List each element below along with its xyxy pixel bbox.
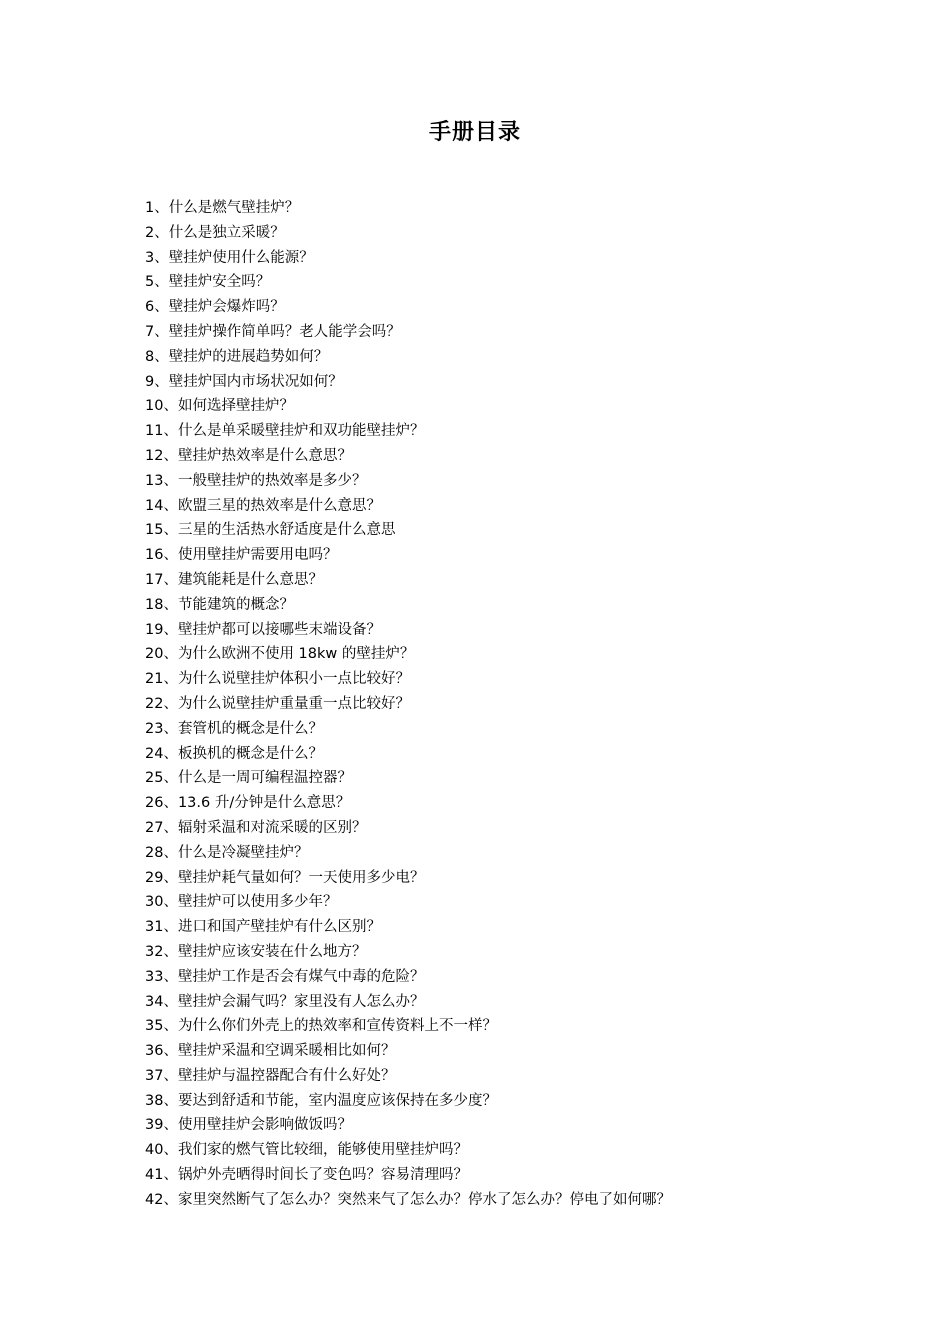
toc-item: 37、壁挂炉与温控器配合有什么好处？ [145,1067,396,1084]
toc-item: 40、我们家的燃气管比较细，能够使用壁挂炉吗？ [145,1142,468,1159]
toc-item: 15、三星的生活热水舒适度是什么意思 [145,522,396,539]
toc-item: 12、壁挂炉热效率是什么意思？ [145,447,352,464]
toc-item: 29、壁挂炉耗气量如何？一天使用多少电？ [145,869,425,886]
toc-item: 42、家里突然断气了怎么办？突然来气了怎么办？停水了怎么办？停电了如何哪？ [145,1191,671,1208]
toc-item: 39、使用壁挂炉会影响做饭吗？ [145,1117,352,1134]
toc-item: 35、为什么你们外壳上的热效率和宣传资料上不一样？ [145,1018,497,1035]
toc-item: 6、壁挂炉会爆炸吗？ [145,299,285,316]
toc-item: 18、节能建筑的概念？ [145,596,294,613]
toc-item: 38、要达到舒适和节能，室内温度应该保持在多少度？ [145,1092,497,1109]
toc-item: 16、使用壁挂炉需要用电吗？ [145,547,338,564]
toc-item: 10、如何选择壁挂炉？ [145,398,294,415]
toc-item: 31、进口和国产壁挂炉有什么区别？ [145,919,381,936]
toc-item: 5、壁挂炉安全吗？ [145,274,271,291]
toc-item: 22、为什么说壁挂炉重量重一点比较好？ [145,695,410,712]
toc-item: 23、套管机的概念是什么？ [145,720,323,737]
toc-item: 20、为什么欧洲不使用 18kw 的壁挂炉？ [145,646,415,663]
toc-item: 30、壁挂炉可以使用多少年？ [145,894,338,911]
toc-item: 11、什么是单采暖壁挂炉和双功能壁挂炉？ [145,423,425,440]
toc-item: 36、壁挂炉采温和空调采暖相比如何？ [145,1043,396,1060]
toc-item: 7、壁挂炉操作简单吗？老人能学会吗？ [145,323,401,340]
toc-item: 17、建筑能耗是什么意思？ [145,571,323,588]
toc-item: 26、13.6 升/分钟是什么意思？ [145,795,351,812]
toc-item: 3、壁挂炉使用什么能源？ [145,249,314,266]
toc-item: 21、为什么说壁挂炉体积小一点比较好？ [145,671,410,688]
toc-item: 34、壁挂炉会漏气吗？家里没有人怎么办？ [145,993,425,1010]
toc-item: 14、欧盟三星的热效率是什么意思？ [145,497,381,514]
toc-item: 32、壁挂炉应该安装在什么地方？ [145,943,367,960]
toc-item: 33、壁挂炉工作是否会有煤气中毒的危险？ [145,968,425,985]
toc-item: 13、一般壁挂炉的热效率是多少？ [145,472,367,489]
table-of-contents [145,196,905,1213]
page-title: 手册目录 [428,120,521,145]
toc-item: 27、辐射采温和对流采暖的区别？ [145,819,367,836]
toc-item: 9、壁挂炉国内市场状况如何？ [145,373,343,390]
toc-item: 41、锅炉外壳晒得时间长了变色吗？容易清理吗？ [145,1167,468,1184]
toc-item: 19、壁挂炉都可以接哪些末端设备？ [145,621,381,638]
toc-item: 1、什么是燃气壁挂炉？ [145,200,300,216]
toc-item: 25、什么是一周可编程温控器？ [145,770,352,787]
toc-item: 28、什么是冷凝壁挂炉？ [145,844,309,861]
toc-item: 8、壁挂炉的进展趋势如何？ [145,348,329,365]
toc-item: 24、板换机的概念是什么？ [145,745,323,762]
toc-item: 2、什么是独立采暖？ [145,224,285,241]
